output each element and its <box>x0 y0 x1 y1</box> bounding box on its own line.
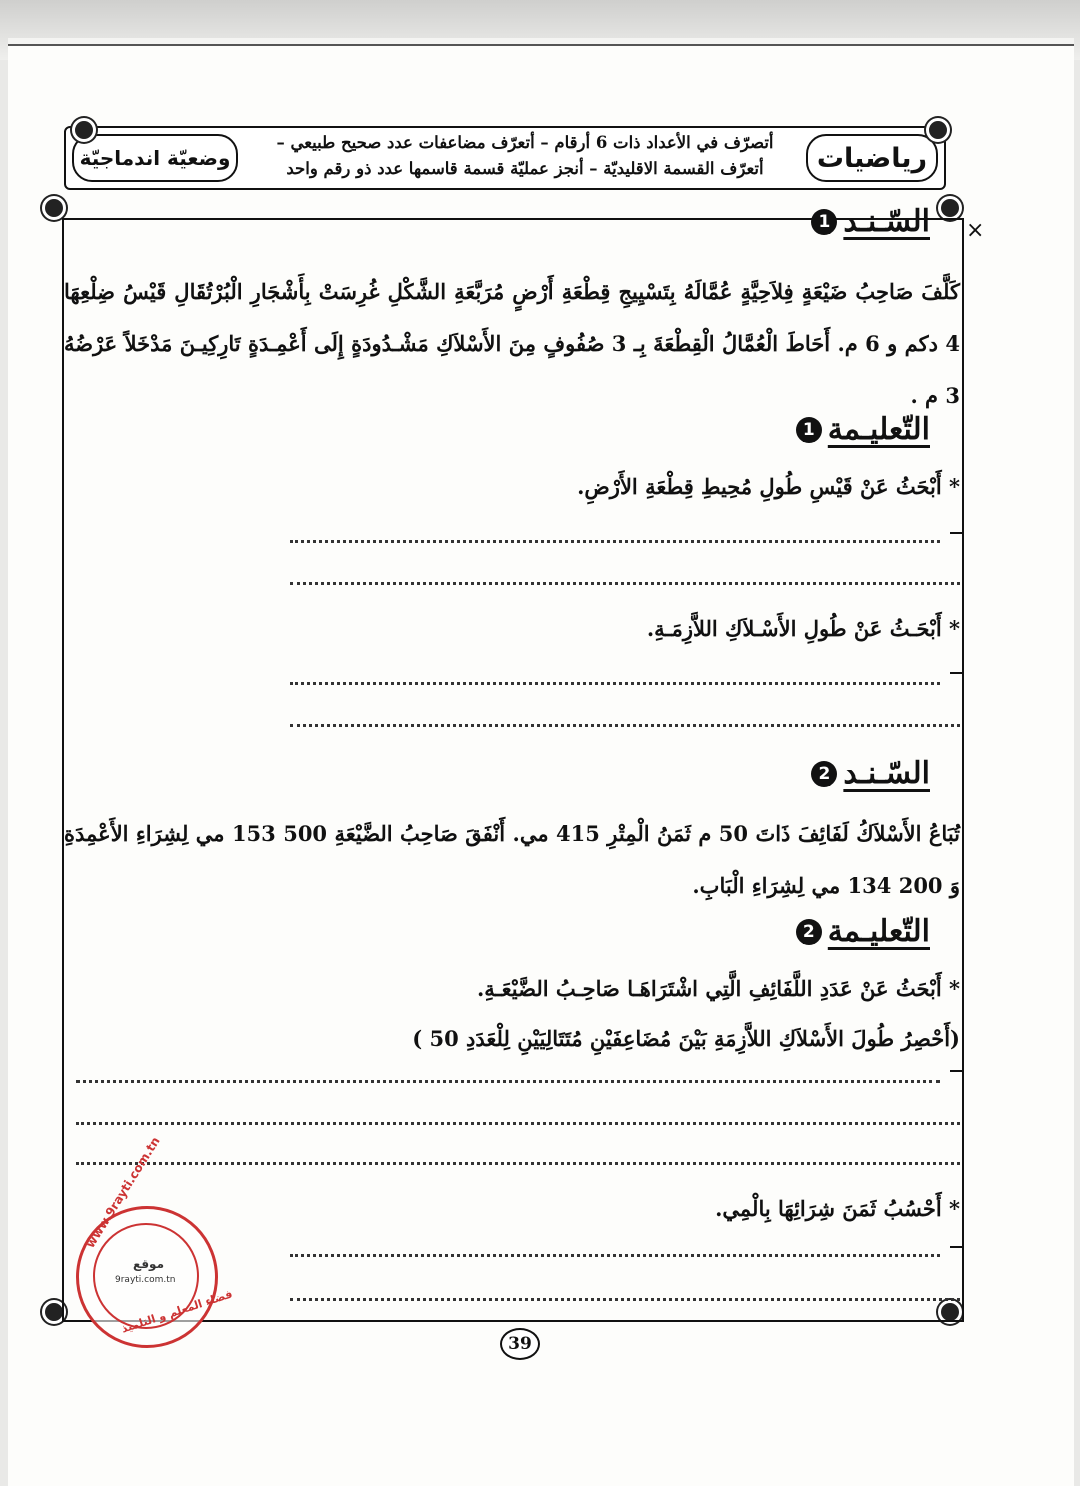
instruction-1-title <box>796 412 930 447</box>
section-2-text: تُبَاعُ الأَسْلاَكُ لَفَائِفَ ذَاتَ 50 م ثَمَنُ الْمِتْرِ 415 مي. أَنْفَقَ صَاحِبُ الضَّيْعَةِ 500 153 مي لِشِرَاءِ الأَعْمِدَةِ وَ 200 134 مي لِشِرَاءِ الْبَابِ. <box>64 821 961 898</box>
instruction-2-title-text: التّعليـمة <box>827 914 930 949</box>
question-2-3: * أَحْسُبُ ثَمَنَ شِرَائِهَا بِالْمِي. <box>715 1196 960 1221</box>
site-stamp <box>76 1134 235 1348</box>
answer-line[interactable] <box>290 724 960 727</box>
answer-dash <box>950 672 962 674</box>
subject-label: رياضيات <box>806 134 938 182</box>
corner-ornament <box>926 118 950 142</box>
instruction-1-title-text: التّعليـمة <box>827 412 930 447</box>
answer-line[interactable] <box>290 540 940 543</box>
objectives-line-2: أتعرّف القسمة الاقليديّة – أنجز عمليّة قسمة قاسمها عدد ذو رقم واحد <box>286 159 764 178</box>
objectives-line-1: أتصرّف في الأعداد ذات 6 أرقام – أتعرّف مضاعفات عدد صحيح طبيعي – <box>276 133 774 152</box>
answer-line[interactable] <box>290 1298 960 1301</box>
instruction-2-number: 2 <box>796 919 822 945</box>
section-1-number: 1 <box>811 209 837 235</box>
corner-ornament <box>42 196 66 220</box>
activity-type-label: وضعيّة اندماجيّة <box>72 134 238 182</box>
stamp-site-label: موقع <box>133 1257 165 1271</box>
answer-dash <box>950 1246 962 1248</box>
question-2-1: * أَبْحَثُ عَنْ عَدَدِ اللَّفَائِفِ الَّتِي اشْتَرَاهَـا صَاحِـبُ الضَّيْعَـةِ. <box>476 976 960 1001</box>
answer-line[interactable] <box>76 1162 960 1165</box>
stamp-tagline: فضاء المعلم و التلميذ <box>119 1287 235 1336</box>
stamp-site-small: 9rayti.com.tn <box>115 1275 176 1285</box>
answer-line[interactable] <box>76 1080 940 1083</box>
page-number: 39 <box>500 1328 540 1360</box>
question-1-1: * أَبْحَثُ عَنْ قَيْسِ طُولِ مُحِيطِ قِطْعَةِ الأَرْضِ. <box>577 474 960 499</box>
corner-ornament <box>72 118 96 142</box>
answer-line[interactable] <box>290 1254 940 1257</box>
answer-dash <box>950 1070 962 1072</box>
section-1-title <box>811 204 930 239</box>
margin-mark: × <box>966 218 985 243</box>
section-2-title <box>811 756 930 791</box>
section-2-title-text: السّـنـد <box>843 756 930 791</box>
stamp-url: www.9rayti.com.tn <box>83 1134 163 1251</box>
answer-line[interactable] <box>290 682 940 685</box>
answer-line[interactable] <box>76 1122 960 1125</box>
answer-dash <box>950 532 962 534</box>
section-2-number: 2 <box>811 761 837 787</box>
instruction-1-number: 1 <box>796 417 822 443</box>
question-2-hint: (أَحْصِرُ طُولَ الأَسْلاَكِ اللاَّزِمَةِ بَيْنَ مُضَاعِفَيْنِ مُتَتَالِيَيْنِ لِلْعَدَدِ 50 ) <box>412 1026 960 1051</box>
worksheet-header <box>64 126 946 190</box>
corner-ornament <box>938 196 962 220</box>
question-1-2: * أَبْحَـثُ عَنْ طُولِ الأَسْـلاَكِ اللاَّزِمَـةِ. <box>646 616 960 641</box>
section-1-title-text: السّـنـد <box>843 204 930 239</box>
answer-line[interactable] <box>290 582 960 585</box>
instruction-2-title <box>796 914 930 949</box>
objectives <box>256 130 794 182</box>
section-1-text: كَلَّفَ صَاحِبُ ضَيْعَةٍ فِلاَحِيَّةٍ عُمَّالَهُ بِتَسْيِيجِ قِطْعَةِ أَرْضٍ مُرَبَّعَةِ الشَّكْلِ غُرِسَتْ بِأَشْجَارِ الْبُرْتُقَالِ قَيْسُ ضِلْعِهَا 4 دكم و 6 م. أَحَاطَ الْعُمَّالُ الْقِطْعَةَ بِـ 3 صُفُوفٍ مِنَ الأَسْلاَكِ مَشْـدُودَةٍ إِلَى أَعْمِـدَةٍ تَارِكِيـنَ مَدْخَلاً عَرْضُهُ 3 م . <box>64 279 960 408</box>
